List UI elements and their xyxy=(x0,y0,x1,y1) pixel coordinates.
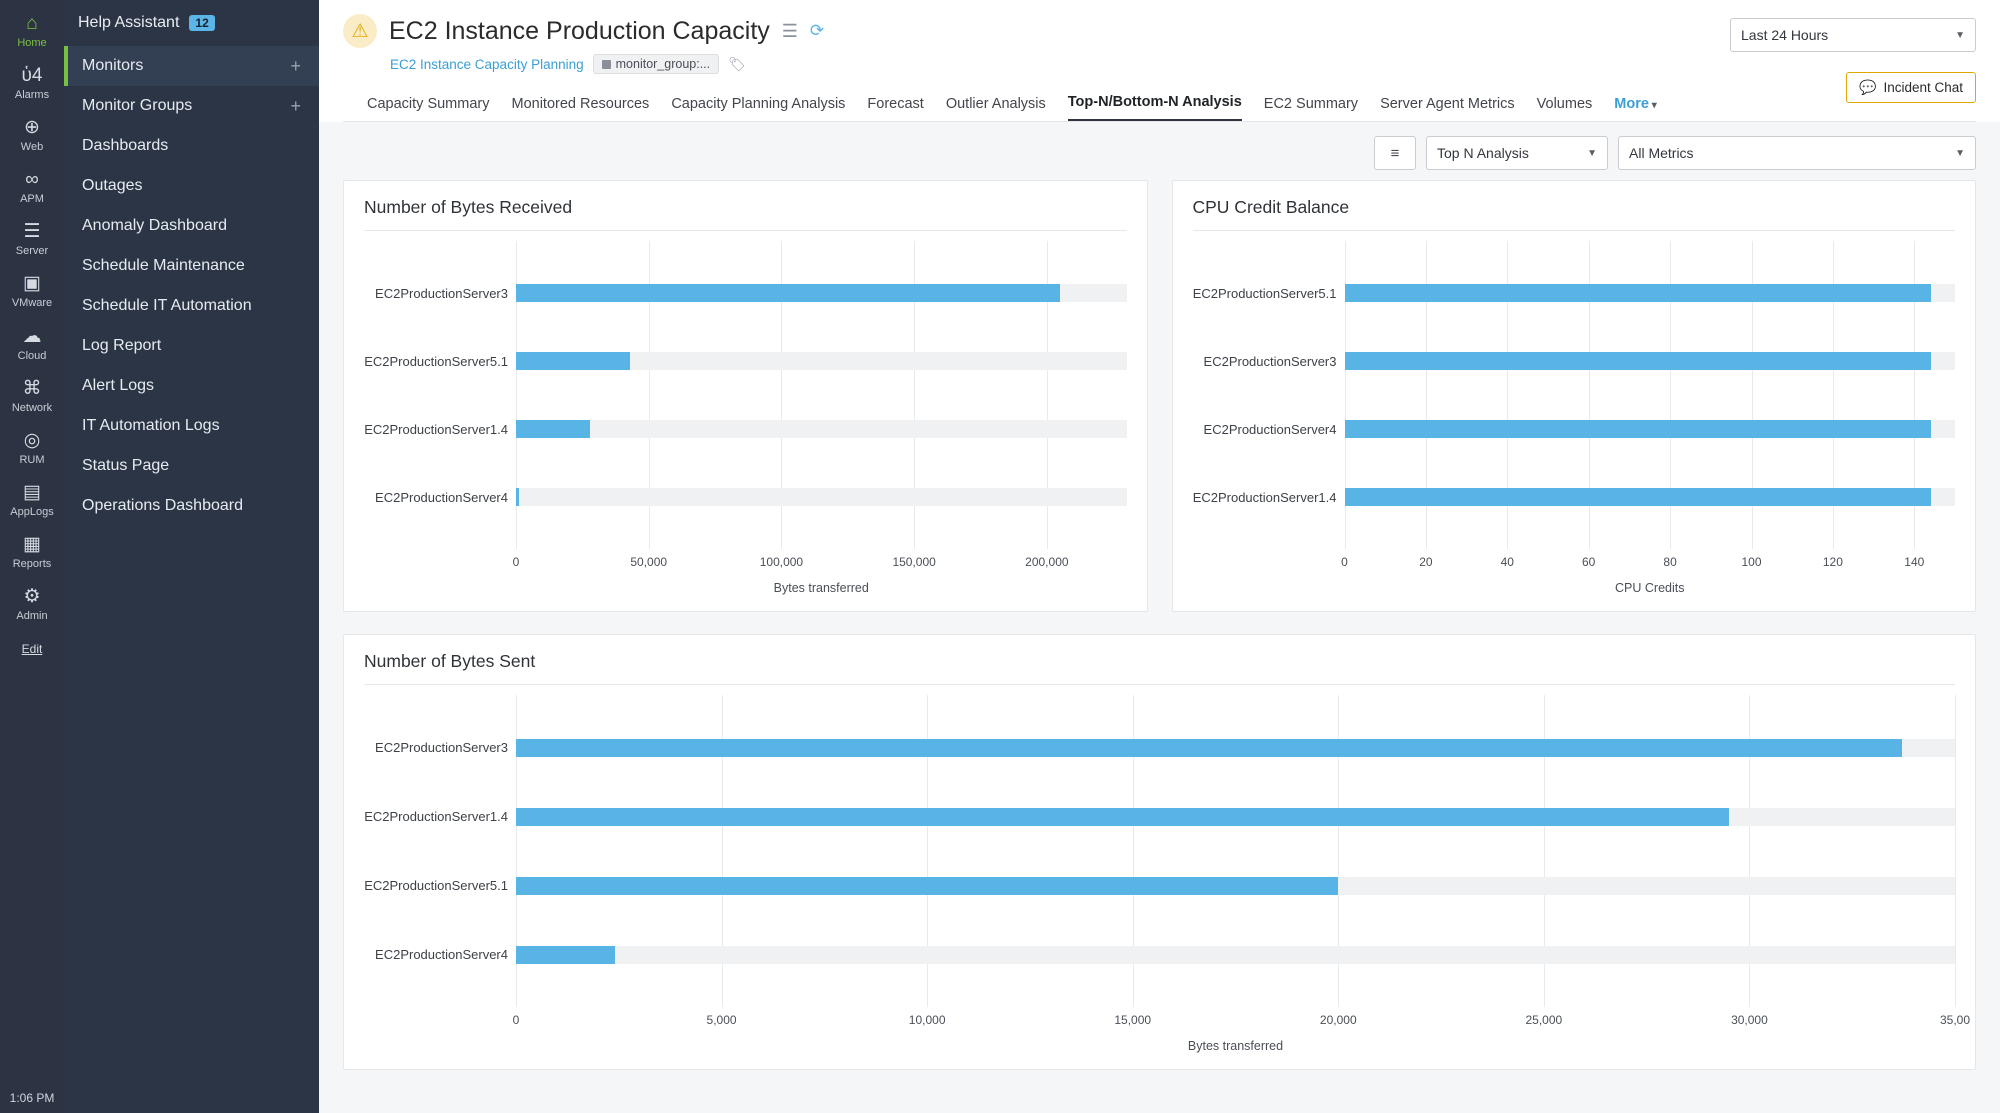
sidebar-item-it-automation-logs[interactable] xyxy=(64,406,319,446)
charts-area xyxy=(319,180,2000,1113)
plot-area xyxy=(1345,241,1956,549)
bar-row[interactable] xyxy=(1345,395,1956,463)
bar-fill xyxy=(516,739,1902,757)
axis-tick-label: 150,000 xyxy=(892,555,936,569)
tab-label: Outlier Analysis xyxy=(945,96,1046,112)
category-label: EC2ProductionServer3 xyxy=(375,285,508,301)
chart-controls xyxy=(319,122,2000,180)
chip-label: monitor_group:... xyxy=(615,57,711,71)
axis-tick-label: 120 xyxy=(1822,555,1843,569)
bar-track xyxy=(516,877,1955,895)
server-icon: ☰ xyxy=(23,221,41,243)
bar-fill xyxy=(516,284,1060,302)
category-label: EC2ProductionServer1.4 xyxy=(364,421,508,437)
gridline xyxy=(1955,695,1956,1007)
bar-fill xyxy=(516,877,1338,895)
x-axis xyxy=(1341,555,1956,575)
sidebar-item-log-report[interactable] xyxy=(64,326,319,366)
hamburger-icon[interactable]: ☰ xyxy=(781,20,798,41)
bar-fill xyxy=(516,488,519,506)
icon-rail xyxy=(0,0,64,1113)
chip-square-icon xyxy=(602,60,611,69)
bar-fill xyxy=(1345,284,1931,302)
bar-track xyxy=(516,808,1955,826)
axis-tick-label: 0 xyxy=(512,1013,520,1027)
plus-icon[interactable]: + xyxy=(290,56,301,76)
bar-track xyxy=(516,352,1127,370)
chart-card-bytes-received xyxy=(343,180,1148,612)
tab-label: Volumes xyxy=(1536,96,1593,112)
sidebar-item-label: Schedule IT Automation xyxy=(82,297,252,314)
x-axis xyxy=(512,555,1127,575)
rail-item-label: VMware xyxy=(11,297,53,310)
charts-row-top xyxy=(343,180,1976,612)
axis-tick-label: 80 xyxy=(1663,555,1677,569)
refresh-icon[interactable]: ⟳ xyxy=(809,21,825,40)
sidebar-nav xyxy=(64,0,319,1113)
rail-item-label: AppLogs xyxy=(10,505,54,518)
x-axis-wrap xyxy=(1193,549,1956,575)
rail-item-label: Reports xyxy=(12,557,52,570)
bar-fill xyxy=(516,946,615,964)
top-bar xyxy=(319,0,2000,122)
breadcrumb-link[interactable]: EC2 Instance Capacity Planning xyxy=(390,56,584,72)
axis-tick-label: 140 xyxy=(1904,555,1925,569)
category-axis xyxy=(1193,241,1345,549)
tab-top-n-bottom-n-analysis[interactable] xyxy=(1068,88,1242,121)
chart xyxy=(364,241,1127,601)
help-assistant[interactable] xyxy=(64,0,319,46)
rail-item-apm[interactable] xyxy=(0,160,64,212)
axis-tick-label: 0 xyxy=(1341,555,1348,569)
bar-track xyxy=(516,946,1955,964)
tab-server-agent-metrics[interactable] xyxy=(1380,90,1515,121)
bar-fill xyxy=(1345,488,1931,506)
charts-row-bottom xyxy=(343,634,1976,1070)
category-label: EC2ProductionServer5.1 xyxy=(364,878,508,893)
chart-card-cpu-credit-balance xyxy=(1172,180,1977,612)
bar-track xyxy=(1345,488,1956,506)
chart xyxy=(1193,241,1956,601)
bar-row[interactable] xyxy=(516,782,1955,851)
bar-track xyxy=(516,420,1127,438)
rail-item-network[interactable] xyxy=(0,369,64,421)
metrics-filter-select[interactable] xyxy=(1618,136,1976,170)
x-axis-wrap xyxy=(364,1007,1971,1033)
analysis-type-value: Top N Analysis xyxy=(1437,145,1529,161)
page-title: EC2 Instance Production Capacity xyxy=(389,16,770,45)
rail-item-alarms[interactable] xyxy=(0,56,64,108)
chevron-down-icon: ▼ xyxy=(1955,147,1965,159)
sidebar-item-operations-dashboard[interactable] xyxy=(64,486,319,526)
bar-fill xyxy=(516,352,630,370)
list-view-icon[interactable]: ≡ xyxy=(1374,136,1416,170)
chevron-down-icon: ▾ xyxy=(1648,100,1657,111)
tab-outlier-analysis[interactable] xyxy=(946,90,1046,121)
axis-tick-label: 40 xyxy=(1500,555,1514,569)
axis-tick-label: 15,000 xyxy=(1114,1013,1152,1027)
x-axis-title: Bytes transferred xyxy=(773,581,869,595)
rail-edit-label: Edit xyxy=(21,642,43,657)
x-axis xyxy=(512,1013,1971,1033)
apm-icon: ∞ xyxy=(25,169,39,191)
bar-row[interactable] xyxy=(1345,259,1956,327)
axis-tick-label: 20,000 xyxy=(1319,1013,1357,1027)
network-icon: ⌘ xyxy=(22,377,42,399)
axis-tick-label: 25,000 xyxy=(1525,1013,1563,1027)
bar-row[interactable] xyxy=(516,713,1955,782)
rail-edit-button[interactable] xyxy=(0,629,64,663)
axis-spacer xyxy=(1193,549,1345,575)
tab-label: EC2 Summary xyxy=(1263,96,1359,112)
category-label: EC2ProductionServer4 xyxy=(1203,421,1337,437)
time-period-select[interactable] xyxy=(1730,18,1976,52)
sidebar-item-label: Log Report xyxy=(82,337,162,354)
axis-tick-label: 5,000 xyxy=(706,1013,737,1027)
vmware-icon: ▣ xyxy=(23,273,41,295)
rail-item-vmware[interactable] xyxy=(0,264,64,316)
tab-more[interactable] xyxy=(1614,90,1656,121)
chevron-down-icon: ▼ xyxy=(1587,147,1597,159)
bar-row[interactable] xyxy=(516,327,1127,395)
chart-title: CPU Credit Balance xyxy=(1193,197,1956,231)
category-label: EC2ProductionServer3 xyxy=(1203,353,1337,369)
incident-chat-button[interactable] xyxy=(1846,72,1976,103)
bar-fill xyxy=(516,420,590,438)
rail-item-label: Network xyxy=(11,401,53,414)
rail-item-label: Home xyxy=(17,37,47,49)
tab-label: Capacity Planning Analysis xyxy=(671,96,846,112)
sidebar-item-label: Anomaly Dashboard xyxy=(82,217,227,234)
bar-row[interactable] xyxy=(516,463,1127,531)
bar-fill xyxy=(1345,420,1931,438)
x-axis-title: Bytes transferred xyxy=(1187,1039,1284,1053)
axis-spacer xyxy=(364,1007,516,1033)
category-axis xyxy=(364,241,516,549)
chart-card-bytes-sent xyxy=(343,634,1976,1070)
category-label: EC2ProductionServer3 xyxy=(375,740,508,755)
sidebar-item-schedule-it-automation[interactable] xyxy=(64,286,319,326)
category-label: EC2ProductionServer1.4 xyxy=(364,809,508,824)
sidebar-item-label: Schedule Maintenance xyxy=(82,257,245,274)
category-label: EC2ProductionServer1.4 xyxy=(1192,489,1337,505)
sidebar-item-anomaly-dashboard[interactable] xyxy=(64,206,319,246)
category-axis xyxy=(364,695,516,1007)
axis-tick-label: 100 xyxy=(1741,555,1762,569)
rail-item-rum[interactable] xyxy=(0,421,64,473)
axis-tick-label: 50,000 xyxy=(630,555,668,569)
bell-icon: ὑ4 xyxy=(21,65,43,87)
bar-row[interactable] xyxy=(516,259,1127,327)
home-icon: ⌂ xyxy=(26,13,38,34)
rail-item-web[interactable] xyxy=(0,108,64,160)
rail-item-label: Admin xyxy=(16,610,48,623)
tab-ec2-summary[interactable] xyxy=(1264,90,1358,121)
plot-wrap xyxy=(1193,241,1956,549)
axis-tick-label: 10,000 xyxy=(908,1013,946,1027)
incident-chat-label: Incident Chat xyxy=(1883,80,1963,95)
bar-track xyxy=(516,739,1955,757)
tab-label: Monitored Resources xyxy=(511,96,650,112)
tab-capacity-summary[interactable] xyxy=(367,90,489,121)
sidebar-item-status-page[interactable] xyxy=(64,446,319,486)
analysis-type-select[interactable] xyxy=(1426,136,1608,170)
x-axis-title: CPU Credits xyxy=(1615,581,1685,595)
clock: 1:06 PM xyxy=(9,1091,55,1105)
help-assistant-badge: 12 xyxy=(189,15,214,31)
x-axis-wrap xyxy=(364,549,1127,575)
sidebar-item-outages[interactable] xyxy=(64,166,319,206)
bar-track xyxy=(1345,420,1956,438)
rail-item-applogs[interactable] xyxy=(0,473,64,525)
rail-item-label: Web xyxy=(20,141,44,154)
rail-item-reports[interactable] xyxy=(0,525,64,577)
chat-bubble-icon: 💬 xyxy=(1859,79,1877,95)
axis-tick-label: 20 xyxy=(1419,555,1433,569)
sidebar-item-label: Dashboards xyxy=(82,137,169,154)
globe-icon: ⊕ xyxy=(24,117,40,139)
sidebar-item-schedule-maintenance[interactable] xyxy=(64,246,319,286)
bar-track xyxy=(1345,352,1956,370)
monitor-group-chip[interactable] xyxy=(593,54,720,74)
plot-wrap xyxy=(364,241,1127,549)
tab-forecast[interactable] xyxy=(867,90,923,121)
bar-row[interactable] xyxy=(516,851,1955,920)
rail-item-label: Cloud xyxy=(17,349,47,362)
chart-title: Number of Bytes Sent xyxy=(364,651,1955,685)
bar-track xyxy=(516,284,1127,302)
axis-tick-label: 35,00 xyxy=(1939,1013,1971,1027)
sidebar-item-label: Outages xyxy=(82,177,143,194)
bar-row[interactable] xyxy=(516,920,1955,989)
chevron-down-icon: ▼ xyxy=(1955,29,1965,41)
plot-area xyxy=(516,241,1127,549)
tab-volumes[interactable] xyxy=(1537,90,1593,121)
axis-tick-label: 100,000 xyxy=(759,555,804,569)
gear-icon: ⚙ xyxy=(23,586,41,608)
plus-icon[interactable]: + xyxy=(290,96,301,116)
tab-monitored-resources[interactable] xyxy=(511,90,649,121)
sidebar-item-dashboards[interactable] xyxy=(64,126,319,166)
warning-icon: ⚠ xyxy=(343,14,377,48)
category-label: EC2ProductionServer5.1 xyxy=(364,353,508,369)
sidebar-item-label: Monitor Groups xyxy=(82,97,193,114)
axis-tick-label: 60 xyxy=(1582,555,1596,569)
bar-track xyxy=(1345,284,1956,302)
tab-label: Forecast xyxy=(867,96,924,112)
bar-row[interactable] xyxy=(1345,327,1956,395)
applogs-icon: ▤ xyxy=(23,481,41,503)
sidebar-item-label: Alert Logs xyxy=(82,377,155,394)
sidebar-item-label: IT Automation Logs xyxy=(82,417,220,434)
bar-fill xyxy=(1345,352,1931,370)
tab-label: More xyxy=(1614,96,1649,112)
sidebar-item-label: Status Page xyxy=(82,457,170,474)
reports-icon: ▦ xyxy=(23,533,41,555)
tab-capacity-planning-analysis[interactable] xyxy=(671,90,845,121)
category-label: EC2ProductionServer4 xyxy=(375,947,508,962)
metrics-filter-value: All Metrics xyxy=(1629,145,1694,161)
plot-wrap xyxy=(364,695,1955,1007)
tab-label: Server Agent Metrics xyxy=(1380,96,1515,112)
rum-icon: ◎ xyxy=(23,429,41,451)
rail-item-admin[interactable] xyxy=(0,577,64,629)
axis-tick-label: 200,000 xyxy=(1025,555,1069,569)
rail-item-home[interactable] xyxy=(0,4,64,56)
sidebar-item-alert-logs[interactable] xyxy=(64,366,319,406)
axis-tick-label: 30,000 xyxy=(1731,1013,1768,1027)
category-label: EC2ProductionServer4 xyxy=(375,489,508,505)
sidebar-item-monitor-groups[interactable] xyxy=(64,86,319,126)
chart xyxy=(364,695,1971,1059)
bar-row[interactable] xyxy=(1345,463,1956,531)
main-panel xyxy=(319,0,2000,1113)
tab-label: Capacity Summary xyxy=(367,96,490,112)
help-assistant-label: Help Assistant xyxy=(78,14,180,31)
category-label: EC2ProductionServer5.1 xyxy=(1192,285,1337,301)
sidebar-item-monitors[interactable] xyxy=(64,46,319,86)
sidebar-item-label: Monitors xyxy=(82,57,144,74)
bar-track xyxy=(516,488,1127,506)
breadcrumb xyxy=(390,54,1976,74)
bar-fill xyxy=(516,808,1729,826)
rail-item-label: Server xyxy=(15,245,49,258)
rail-item-label: RUM xyxy=(19,453,45,466)
rail-item-label: APM xyxy=(20,193,44,206)
axis-spacer xyxy=(364,549,516,575)
tag-icon[interactable]: 🏷 xyxy=(728,55,746,72)
bar-row[interactable] xyxy=(516,395,1127,463)
plot-area xyxy=(516,695,1955,1007)
rail-item-server[interactable] xyxy=(0,212,64,264)
chart-title: Number of Bytes Received xyxy=(364,197,1127,231)
tab-bar xyxy=(343,88,1976,122)
axis-tick-label: 0 xyxy=(512,555,520,569)
tab-label: Top-N/Bottom-N Analysis xyxy=(1067,94,1242,110)
cloud-icon: ☁ xyxy=(22,325,42,347)
rail-item-label: Alarms xyxy=(14,89,50,102)
rail-item-cloud[interactable] xyxy=(0,317,64,369)
sidebar-item-label: Operations Dashboard xyxy=(82,497,243,514)
time-period-value: Last 24 Hours xyxy=(1741,27,1829,43)
